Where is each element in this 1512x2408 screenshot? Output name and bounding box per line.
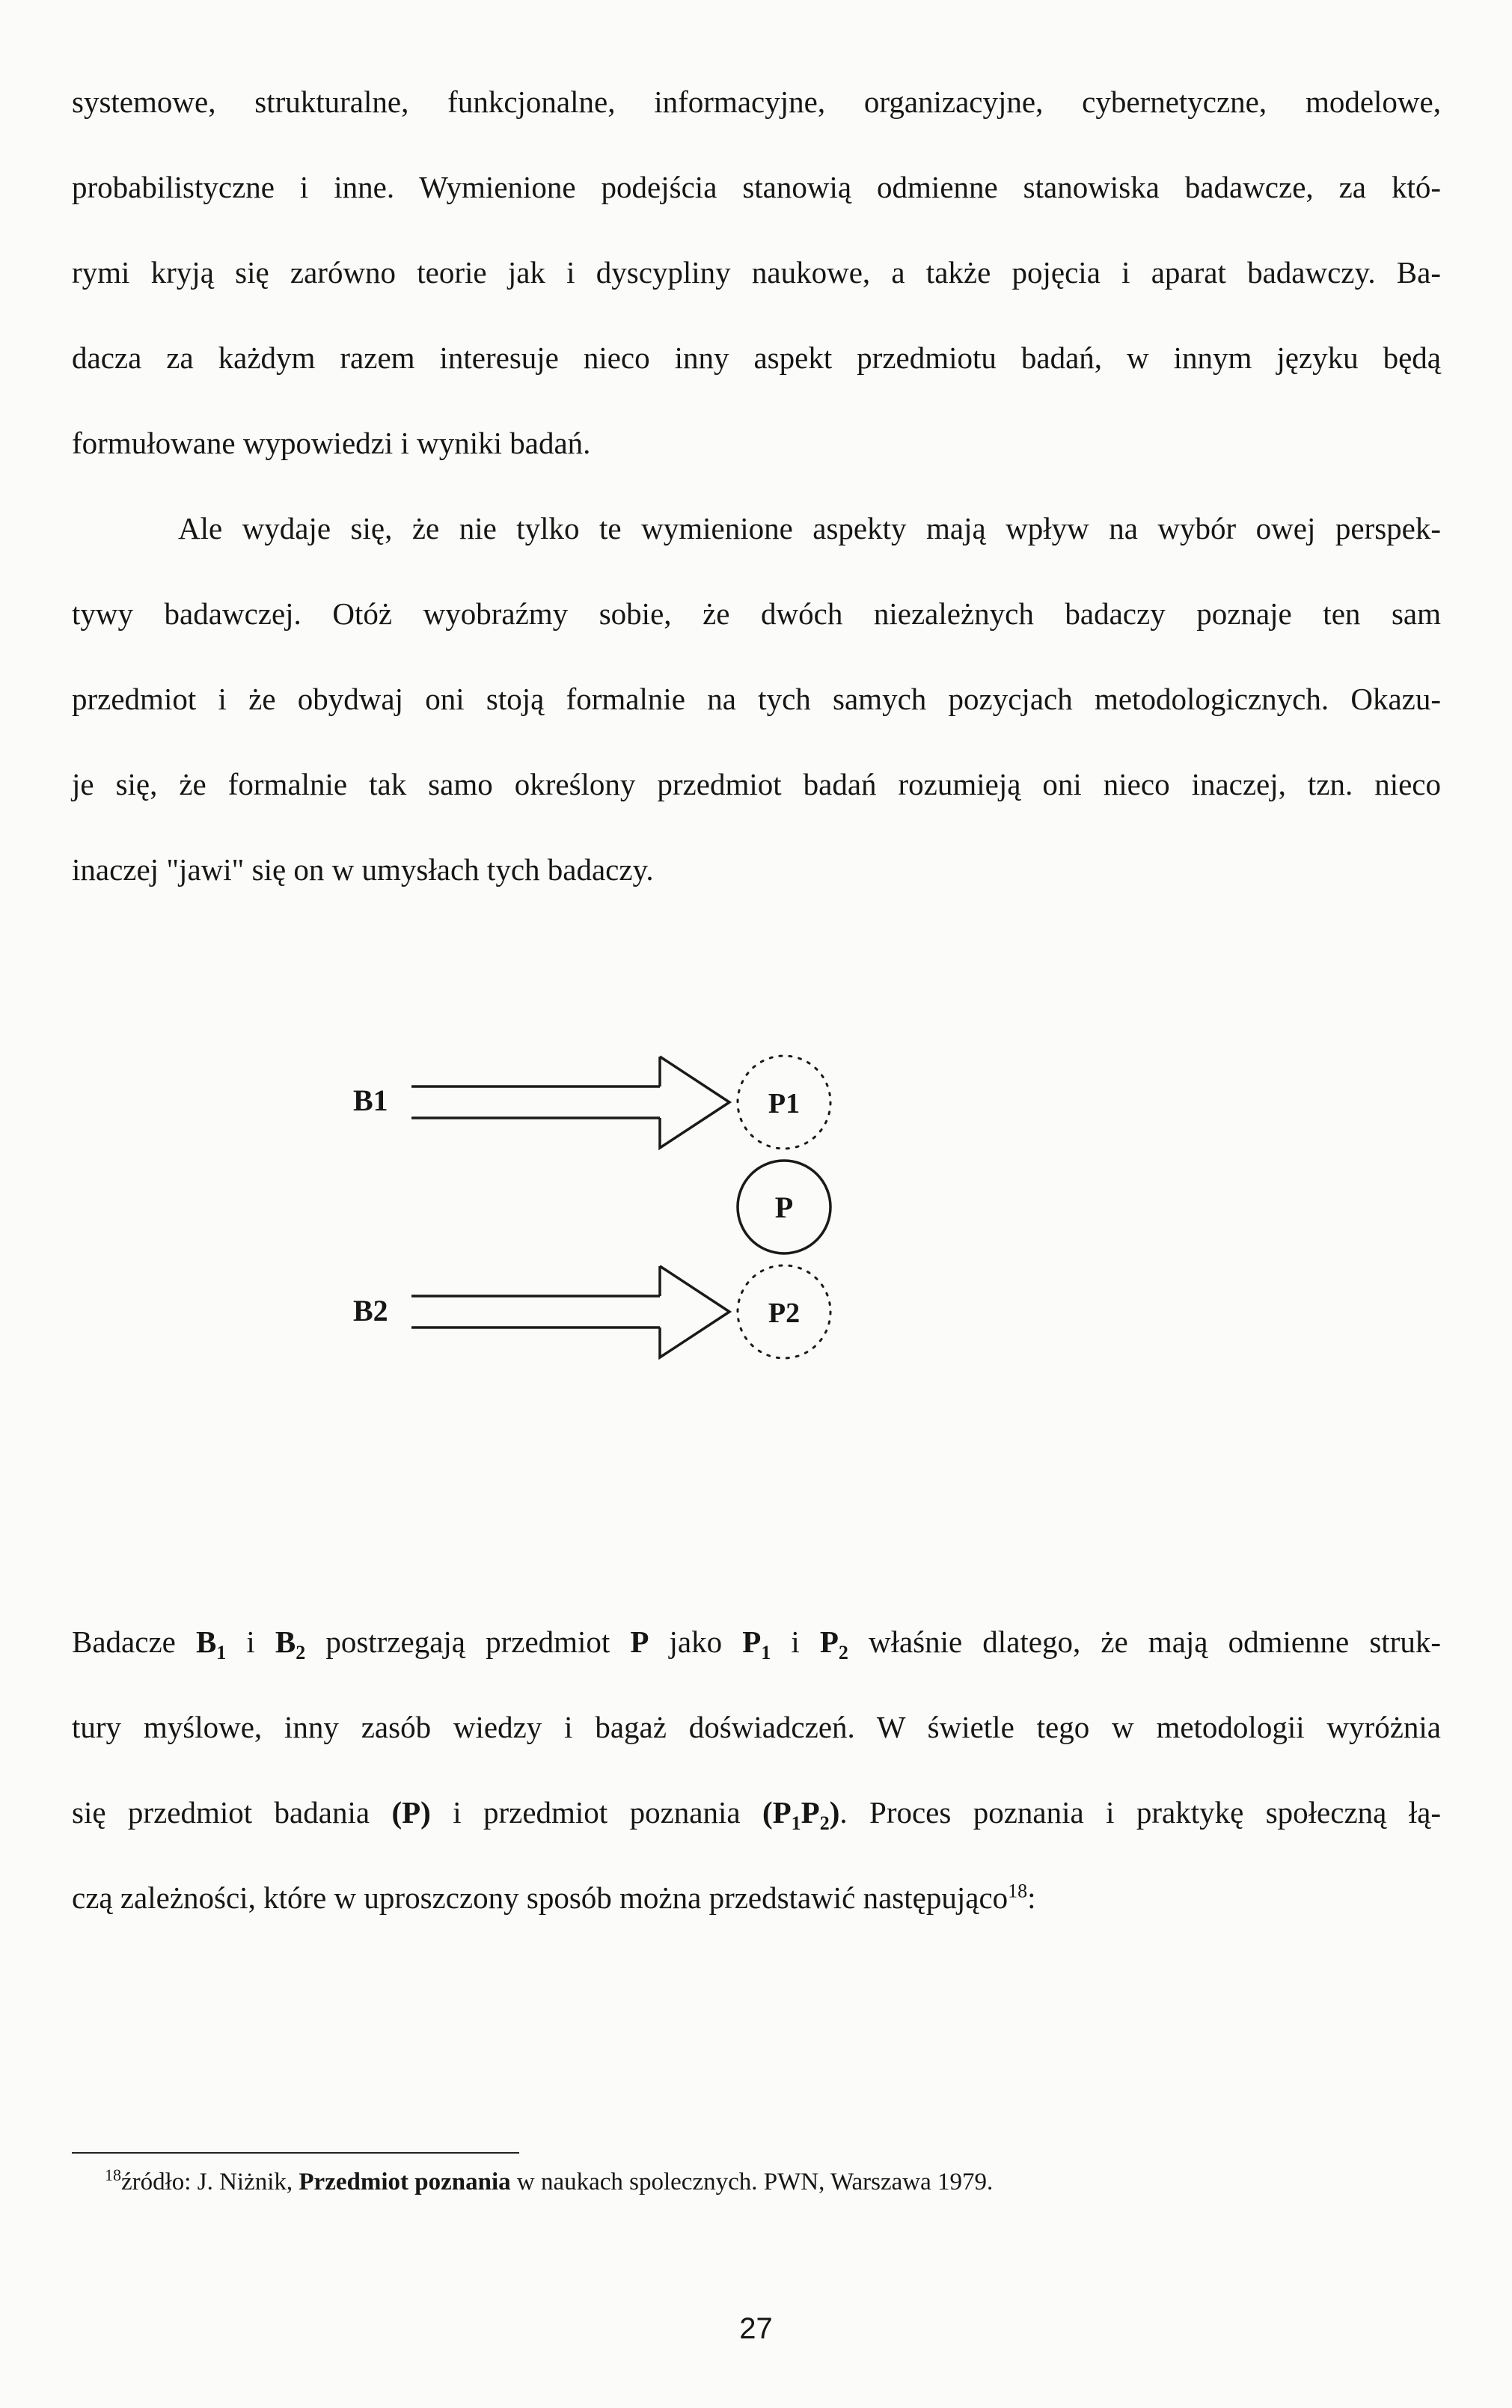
text-line: rymi kryją się zarówno teorie jak i dyscypliny naukowe, a także pojęcia i aparat badawczy. Ba- <box>72 255 1441 290</box>
text-line: Ale wydaje się, że nie tylko te wymienione aspekty mają wpływ na wybór owej perspek- <box>178 511 1441 546</box>
label-p: P <box>774 1191 794 1224</box>
label-b1: B1 <box>353 1084 388 1117</box>
text-line: inaczej "jawi" się on w umysłach tych badaczy. <box>72 852 654 887</box>
text-line: je się, że formalnie tak samo określony przedmiot badań rozumieją oni nieco inaczej, tzn. nieco <box>72 767 1441 801</box>
page-number: 27 <box>739 2312 773 2345</box>
text-line <box>72 1880 1036 1916</box>
subscript: 2 <box>819 1812 830 1835</box>
subscript: 1 <box>791 1812 801 1835</box>
text-span: i <box>226 1625 275 1659</box>
text-span: właśnie dlatego, że mają odmienne struk- <box>848 1625 1441 1659</box>
text-line: tywy badawczej. Otóż wyobraźmy sobie, że dwóch niezależnych badaczy poznaje ten sam <box>72 596 1441 631</box>
text-span: czą zależności, które w uproszczony sposób można przedstawić następująco <box>72 1880 1008 1915</box>
symbol-p: P <box>630 1625 649 1659</box>
label-b2: B2 <box>353 1294 388 1327</box>
symbol-p: ) <box>829 1795 840 1830</box>
footnote-reference[interactable]: 18 <box>1008 1880 1028 1902</box>
arrow-b2 <box>411 1266 729 1357</box>
text-span: się przedmiot badania <box>72 1795 392 1830</box>
footnote <box>105 2166 993 2196</box>
symbol-p: P <box>742 1625 762 1659</box>
symbol-p: P <box>819 1625 839 1659</box>
subscript: 1 <box>216 1642 227 1664</box>
text-line: tury myślowe, inny zasób wiedzy i bagaż doświadczeń. W świetle tego w metodologii wyróżnia <box>72 1710 1441 1744</box>
text-span: jako <box>649 1625 743 1659</box>
subscript: 1 <box>761 1642 771 1664</box>
symbol-p: P <box>801 1795 820 1830</box>
symbol-p: (P <box>762 1795 792 1830</box>
text-span: i <box>771 1625 820 1659</box>
label-p1: P1 <box>768 1088 801 1119</box>
text-span: źródło: J. Niżnik, <box>121 2169 299 2195</box>
subscript: 2 <box>296 1642 306 1664</box>
symbol-p: (P) <box>391 1795 431 1830</box>
footnote-number: 18 <box>105 2166 121 2184</box>
text-span: : <box>1027 1880 1036 1915</box>
text-span: Badacze <box>72 1625 196 1659</box>
text-line <box>72 1794 1441 1835</box>
diagram-svg <box>314 1018 883 1392</box>
book-title: Przedmiot poznania <box>299 2169 511 2195</box>
text-line: systemowe, strukturalne, funkcjonalne, informacyjne, organizacyjne, cybernetyczne, modelowe, <box>72 85 1441 119</box>
text-line: probabilistyczne i inne. Wymienione podejścia stanowią odmienne stanowiska badawcze, za któ- <box>72 170 1441 204</box>
text-span: i przedmiot poznania <box>430 1795 762 1830</box>
label-p2: P2 <box>768 1298 801 1329</box>
subscript: 2 <box>838 1642 848 1664</box>
text-line: dacza za każdym razem interesuje nieco inny aspekt przedmiotu badań, w innym języku będą <box>72 340 1441 375</box>
symbol-b: B <box>195 1625 217 1659</box>
symbol-b: B <box>275 1625 296 1659</box>
text-span: . Proces poznania i praktykę społeczną łą- <box>839 1795 1441 1830</box>
footnote-separator <box>72 2152 519 2154</box>
text-line <box>72 1624 1441 1664</box>
text-span: postrzegają przedmiot <box>305 1625 631 1659</box>
text-line: formułowane wypowiedzi i wyniki badań. <box>72 426 591 460</box>
arrow-b1 <box>411 1057 729 1148</box>
text-line: przedmiot i że obydwaj oni stoją formalnie na tych samych pozycjach metodologicznych. Okazu- <box>72 682 1441 716</box>
perception-diagram <box>314 1018 883 1392</box>
text-span: w naukach spolecznych. PWN, Warszawa 1979. <box>510 2169 994 2195</box>
